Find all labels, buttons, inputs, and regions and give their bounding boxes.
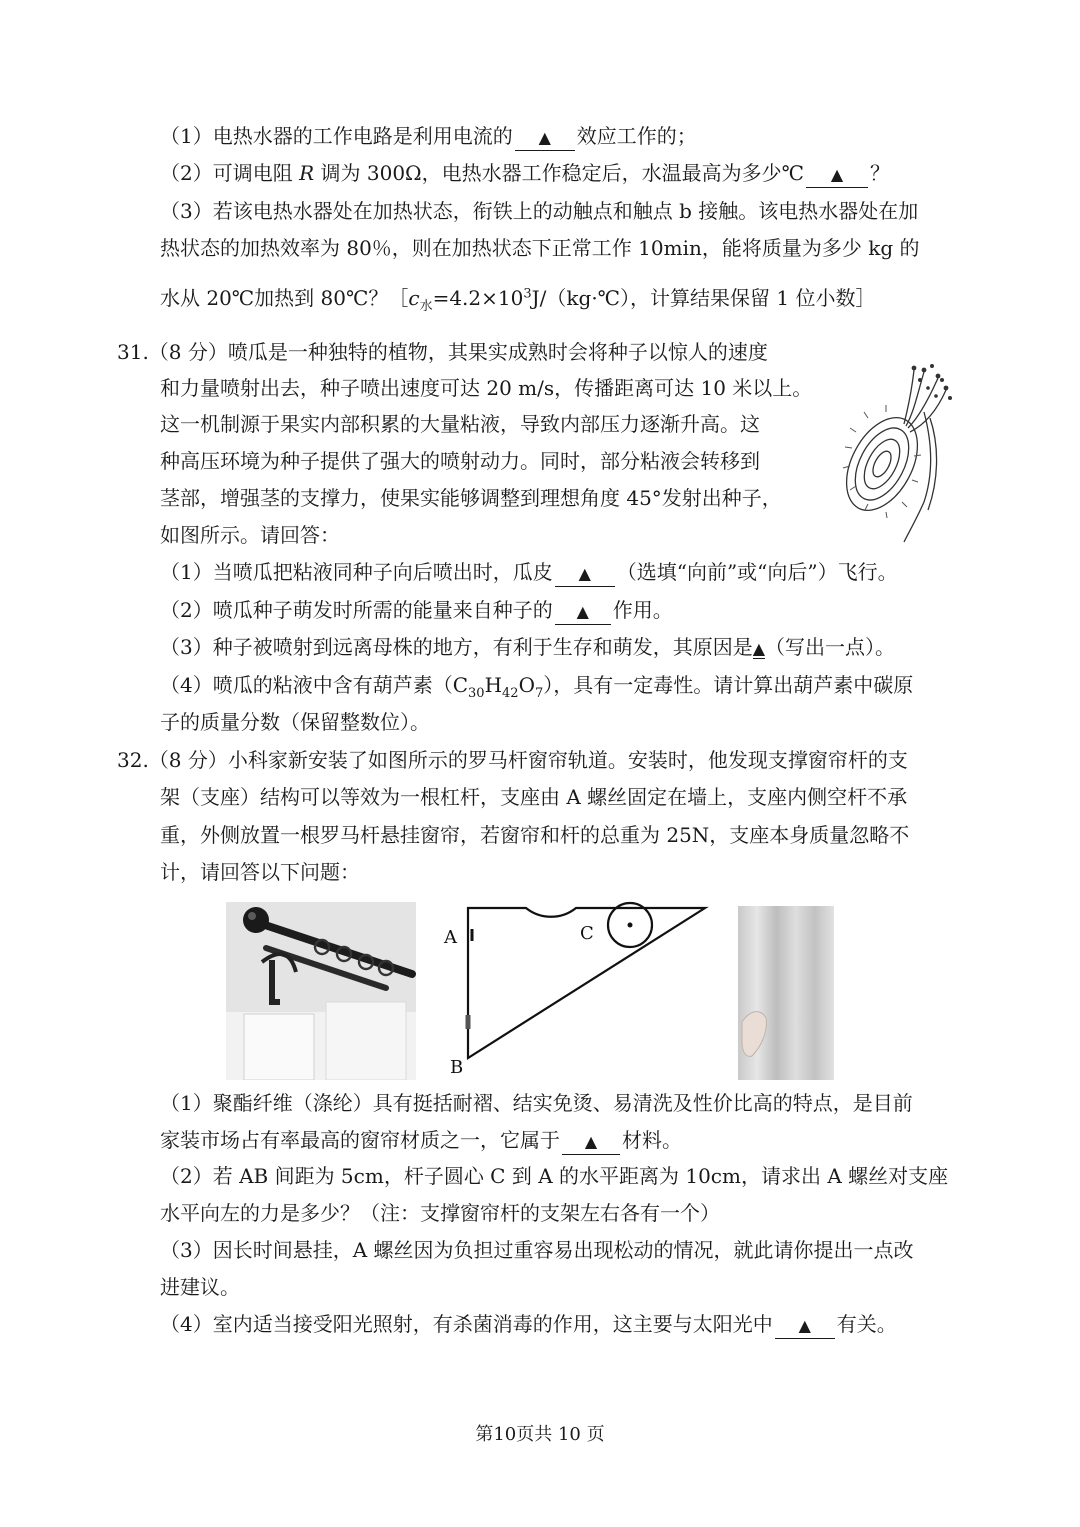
q30-part2: （2）可调电阻 R 调为 300Ω，电热水器工作稳定后，水温最高为多少℃ ▲ ？ [160, 159, 890, 188]
answer-blank: ▲ [775, 1312, 835, 1339]
q31-part2: （2）喷瓜种子萌发时所需的能量来自种子的 ▲ 作用。 [160, 596, 673, 625]
q30-part3-line3: 水从 20℃加热到 80℃？$[c_水=4.2\times 10^3J/(kg\cdot℃)$，计算结果保留 1 位小数］ [160, 286, 876, 314]
q31-part1: （1）当喷瓜把粘液同种子向后喷出时，瓜皮 ▲ （选填“向前”或“向后”）飞行。 [160, 558, 898, 587]
page-footer: 第10页共 10 页 [475, 1424, 605, 1445]
curtain-rod-photo [226, 902, 416, 1080]
q32-heading: 32.（8 分）小科家新安装了如图所示的罗马杆窗帘轨道。安装时，他发现支撑窗帘杆的支 [117, 748, 908, 772]
q32-text-line3: 重，外侧放置一根罗马杆悬挂窗帘，若窗帘和杆的总重为 25N，支座本身质量忽略不 [160, 823, 910, 847]
answer-blank: ▲ [562, 1128, 620, 1155]
q32-text-line4: 计，请回答以下问题： [160, 860, 360, 884]
label-c: C [580, 923, 594, 944]
q30-part3-line1: （3）若该电热水器处在加热状态，衔铁上的动触点和触点 b 接触。该电热水器处在加 [160, 199, 919, 223]
label-a: A [444, 927, 457, 948]
q30-part3-line2: 热状态的加热效率为 80％，则在加热状态下正常工作 10min，能将质量为多少 kg 的 [160, 236, 920, 260]
answer-blank: ▲ [752, 639, 766, 658]
q32-part1-line1: （1）聚酯纤维（涤纶）具有挺括耐褶、结实免烫、易清洗及性价比高的特点，是目前 [160, 1091, 913, 1115]
answer-blank: ▲ [555, 598, 611, 625]
q31-part3: （3）种子被喷射到远离母株的地方，有利于生存和萌发，其原因是▲（写出一点）。 [160, 635, 896, 659]
q31-text-line3: 这一机制源于果实内部积累的大量粘液，导致内部压力逐渐升高。这 [160, 412, 760, 436]
bracket-lever-diagram [440, 895, 720, 1080]
answer-blank: ▲ [515, 124, 575, 151]
q32-part3-line2: 进建议。 [160, 1275, 240, 1299]
q32-part2-line1: （2）若 AB 间距为 5cm，杆子圆心 C 到 A 的水平距离为 10cm，请求出 A 螺丝对支座 [160, 1164, 949, 1188]
curtain-fabric-photo [738, 906, 834, 1080]
q31-text-line5: 茎部，增强茎的支撑力，使果实能够调整到理想角度 45°发射出种子， [160, 486, 782, 510]
q32-part2-line2: 水平向左的力是多少？（注：支撑窗帘杆的支架左右各有一个） [160, 1201, 720, 1225]
q32-part1-line2: 家装市场占有率最高的窗帘材质之一，它属于 ▲ 材料。 [160, 1126, 682, 1155]
q31-text-line6: 如图所示。请回答： [160, 523, 340, 547]
squirting-cucumber-figure [838, 352, 958, 544]
q31-text-line4: 种高压环境为种子提供了强大的喷射动力。同时，部分粘液会转移到 [160, 449, 760, 473]
q31-text-line2: 和力量喷射出去，种子喷出速度可达 20 m/s，传播距离可达 10 米以上。 [160, 376, 813, 400]
q32-part4: （4）室内适当接受阳光照射，有杀菌消毒的作用，这主要与太阳光中 ▲ 有关。 [160, 1310, 897, 1339]
answer-blank: ▲ [806, 161, 868, 188]
q32-part3-line1: （3）因长时间悬挂，A 螺丝因为负担过重容易出现松动的情况，就此请你提出一点改 [160, 1238, 914, 1262]
q31-part4-line2: 子的质量分数（保留整数位）。 [160, 710, 430, 734]
q31-part4-line1: （4）喷瓜的粘液中含有葫芦素$(C_{30}H_{42}O_7)$，具有一定毒性。请计算出葫芦素中碳原 [160, 673, 914, 701]
label-b: B [450, 1057, 464, 1078]
q32-text-line2: 架（支座）结构可以等效为一根杠杆，支座由 A 螺丝固定在墙上，支座内侧空杆不承 [160, 785, 908, 809]
answer-blank: ▲ [555, 560, 615, 587]
q30-part1: （1）电热水器的工作电路是利用电流的 ▲ 效应工作的； [160, 122, 697, 151]
q31-heading: 31.（8 分）喷瓜是一种独特的植物，其果实成熟时会将种子以惊人的速度 [117, 340, 768, 364]
